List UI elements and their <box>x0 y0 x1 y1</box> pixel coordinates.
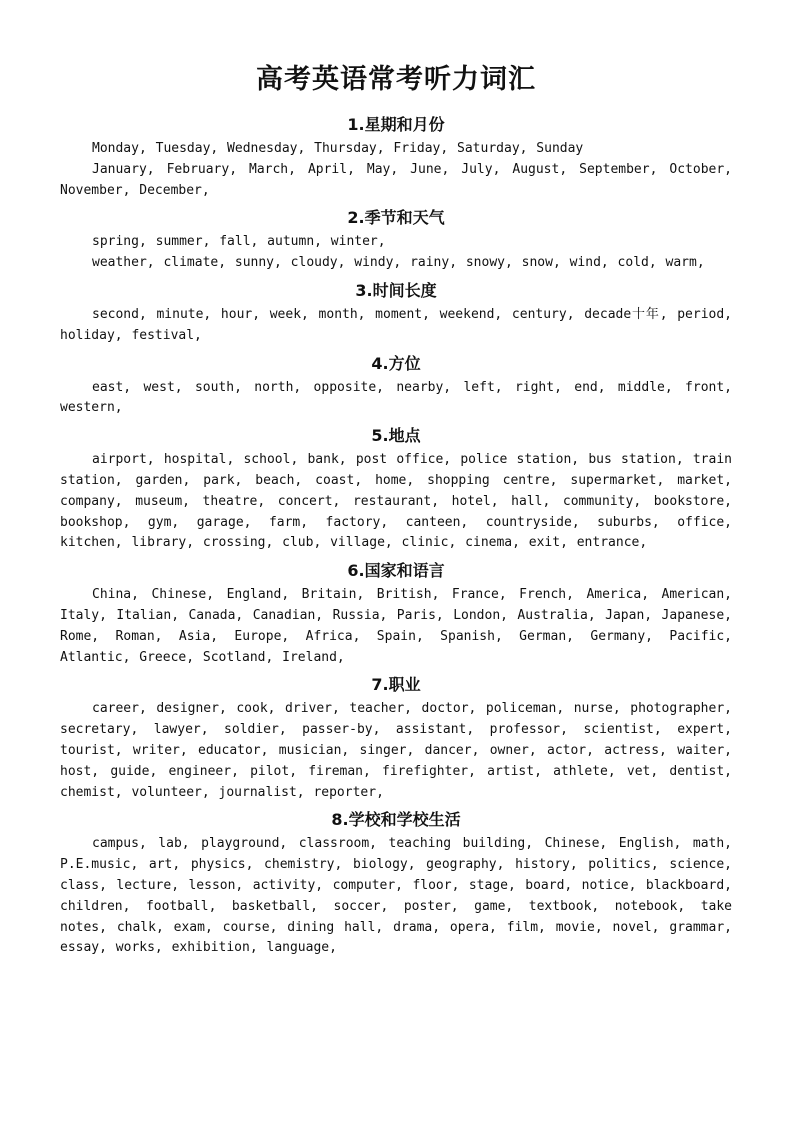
section-heading: 4.方位 <box>371 353 421 373</box>
word-list-paragraph: China, Chinese, England, Britain, British, France, French, America, American, Italy, Italian, Canada, Canadian, Russia, Paris, London, Australia, Japan, Japanese, Rome, Roman, Asia, Europe, Africa, Spain, Spanish, German, Germany, Pacific, Atlantic, Greece, Scotland, Ireland, <box>60 587 732 665</box>
section-countries-languages <box>60 557 732 668</box>
document-page <box>60 60 732 962</box>
document-title: 高考英语常考听力词汇 <box>256 64 536 95</box>
section-heading: 1.星期和月份 <box>347 115 445 134</box>
word-list-paragraph: spring, summer, fall, autumn, winter, <box>92 234 386 250</box>
section-heading: 5.地点 <box>371 426 421 446</box>
section-time-length <box>60 277 732 347</box>
word-list-paragraph: campus, lab, playground, classroom, teaching building, Chinese, English, math, P.E.music, art, physics, chemistry, biology, geography, history, politics, science, class, lecture, lesson, activity, computer, floor, stage, board, notice, blackboard, children, football, basketball, soccer, poster, game, textbook, notebook, take notes, chalk, exam, course, dining hall, drama, opera, film, movie, novel, grammar, essay, works, exhibition, language, <box>60 836 732 956</box>
word-list-paragraph: career, designer, cook, driver, teacher, doctor, policeman, nurse, photographer, secretary, lawyer, soldier, passer-by, assistant, professor, scientist, expert, tourist, writer, educator, musician, singer, dancer, owner, actor, actress, waiter, host, guide, engineer, pilot, fireman, firefighter, artist, athlete, vet, dentist, chemist, volunteer, journalist, reporter, <box>60 701 732 800</box>
word-list-paragraph: east, west, south, north, opposite, nearby, left, right, end, middle, front, western, <box>60 379 732 416</box>
section-weekdays-months <box>60 111 732 201</box>
section-heading: 7.职业 <box>371 675 421 695</box>
section-heading: 8.学校和学校生活 <box>331 810 461 830</box>
word-list-paragraph: second, minute, hour, week, month, moment, weekend, century, decade十年, period, holiday, festival, <box>60 306 732 343</box>
section-seasons-weather <box>60 204 732 274</box>
section-places <box>60 422 732 554</box>
word-list-paragraph: Monday, Tuesday, Wednesday, Thursday, Friday, Saturday, Sunday <box>92 141 584 156</box>
section-heading: 6.国家和语言 <box>347 561 445 581</box>
section-heading: 3.时间长度 <box>355 280 437 300</box>
word-list-paragraph: airport, hospital, school, bank, post office, police station, bus station, train station, garden, park, beach, coast, home, shopping centre, supermarket, market, company, museum, theatre, concert, restaurant, hotel, hall, community, bookstore, bookshop, gym, garage, farm, factory, canteen, countryside, suburbs, office, kitchen, library, crossing, club, village, clinic, cinema, exit, entrance, <box>60 452 732 551</box>
section-school-life <box>60 806 732 959</box>
section-heading: 2.季节和天气 <box>347 208 445 228</box>
section-directions <box>60 350 732 420</box>
word-list-paragraph: January, February, March, April, May, June, July, August, September, October, November, December, <box>60 161 732 198</box>
section-occupations <box>60 671 732 803</box>
word-list-paragraph: weather, climate, sunny, cloudy, windy, rainy, snowy, snow, wind, cold, warm, <box>92 255 705 271</box>
